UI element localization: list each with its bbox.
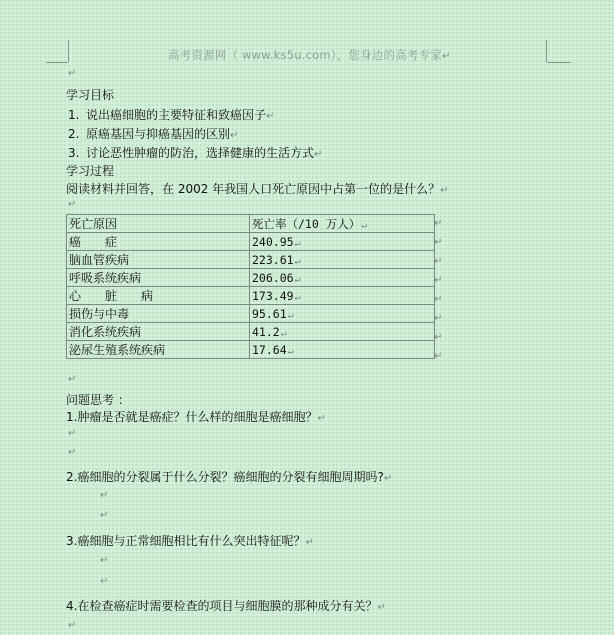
paragraph-mark-icon: ↵	[383, 473, 393, 484]
row-end-mark-icon: ↵	[434, 351, 443, 362]
table-row	[67, 287, 435, 305]
table-cell	[250, 305, 435, 323]
cell-mark-icon: ↵	[361, 219, 368, 231]
rate-value: 17.64	[252, 342, 287, 357]
rate-value: 41.2	[252, 324, 280, 339]
objectives-title: 学习目标	[66, 88, 115, 102]
paragraph-mark-icon: ↵	[68, 447, 77, 458]
question-text: 3.癌细胞与正常细胞相比有什么突出特征呢？	[66, 534, 306, 548]
row-end-mark-icon: ↵	[434, 218, 443, 229]
table-cell	[250, 287, 435, 305]
paragraph-mark-icon: ↵	[100, 576, 109, 587]
paragraph-mark-icon: ↵	[266, 111, 275, 122]
table-cell	[250, 323, 435, 341]
cause-text: 脑血管疾病	[69, 253, 130, 267]
cell-mark-icon: ↵	[294, 273, 301, 285]
process-title: 学习过程	[66, 164, 115, 178]
objective-number: 3.	[68, 146, 80, 160]
paragraph-mark-icon: ↵	[377, 602, 386, 613]
table-cell	[67, 323, 250, 341]
question-item	[66, 468, 392, 485]
cell-mark-icon: ↵	[287, 309, 294, 321]
table-cell	[67, 251, 250, 269]
rate-value: 206.06	[252, 270, 294, 285]
table-row	[67, 341, 435, 359]
question-item	[66, 597, 386, 614]
paragraph-mark-icon: ↵	[68, 199, 77, 210]
objective-item	[68, 106, 274, 123]
paragraph-mark-icon: ↵	[317, 413, 326, 424]
header-cause: 死亡原因	[69, 217, 118, 231]
table-row	[67, 233, 435, 251]
cell-mark-icon: ↵	[294, 255, 301, 267]
objective-number: 2.	[68, 127, 80, 141]
paragraph-mark-icon: ↵	[442, 51, 451, 62]
objective-text: 说出癌细胞的主要特征和致癌因子	[86, 108, 267, 122]
table-row	[67, 305, 435, 323]
question-text: 1.肿瘤是否就是癌症？什么样的细胞是癌细胞？	[66, 410, 318, 424]
cause-text: 心 脏 病	[69, 289, 154, 303]
objective-text: 讨论恶性肿瘤的防治，选择健康的生活方式	[86, 146, 315, 160]
process-question	[66, 180, 449, 197]
page-header	[168, 47, 451, 63]
paragraph-mark-icon: ↵	[305, 537, 314, 548]
row-end-mark-icon: ↵	[434, 256, 443, 267]
mortality-table	[66, 214, 435, 359]
paragraph-mark-icon: ↵	[68, 68, 77, 79]
cell-mark-icon: ↵	[294, 237, 301, 249]
table-header-cell	[250, 215, 435, 233]
process-question-text: 阅读材料并回答，在 2002 年我国人口死亡原因中占第一位的是什么？	[66, 182, 441, 196]
question-text: 4.在检查癌症时需要检查的项目与细胞膜的那种成分有关？	[66, 599, 378, 613]
objective-text: 原癌基因与抑癌基因的区别	[86, 127, 231, 141]
thinking-title: 问题思考 ：	[66, 393, 130, 407]
table-row	[67, 251, 435, 269]
paragraph-mark-icon: ↵	[314, 149, 323, 160]
paragraph-mark-icon: ↵	[100, 555, 109, 566]
table-cell	[67, 269, 250, 287]
header-text: 高考资源网（ www.ks5u.com），您身边的高考专家	[168, 48, 442, 62]
cell-mark-icon: ↵	[280, 327, 287, 339]
objective-item	[68, 125, 238, 142]
table-cell	[67, 305, 250, 323]
crop-mark-top-left-h	[46, 62, 68, 63]
paragraph-mark-icon: ↵	[68, 428, 77, 439]
table-row	[67, 323, 435, 341]
cause-text: 泌尿生殖系统疾病	[69, 343, 166, 357]
objective-item	[68, 144, 322, 161]
row-end-mark-icon: ↵	[434, 332, 443, 343]
header-rate: 死亡率（/10 万人）	[252, 216, 361, 231]
cause-text: 呼吸系统疾病	[69, 271, 142, 285]
paragraph-mark-icon: ↵	[68, 620, 77, 631]
table-header-row	[67, 215, 435, 233]
crop-mark-top-right-v	[546, 40, 547, 62]
paragraph-mark-icon: ↵	[68, 374, 77, 385]
cause-text: 损伤与中毒	[69, 307, 130, 321]
paragraph-mark-icon: ↵	[100, 490, 109, 501]
table-cell	[250, 269, 435, 287]
rate-value: 95.61	[252, 306, 287, 321]
rate-value: 173.49	[252, 288, 294, 303]
cell-mark-icon: ↵	[287, 345, 294, 357]
table-cell	[67, 287, 250, 305]
paragraph-mark-icon: ↵	[440, 185, 449, 196]
paragraph-mark-icon: ↵	[230, 130, 239, 141]
cause-text: 癌 症	[69, 235, 118, 249]
question-text: 2.癌细胞的分裂属于什么分裂？癌细胞的分裂有细胞周期吗?	[66, 470, 384, 484]
table-header-cell	[67, 215, 250, 233]
table-cell	[250, 341, 435, 359]
cell-mark-icon: ↵	[294, 291, 301, 303]
table-cell	[250, 251, 435, 269]
crop-mark-top-left-v	[68, 40, 69, 62]
crop-mark-top-right-h	[547, 62, 571, 63]
table-cell	[67, 341, 250, 359]
table-cell	[67, 233, 250, 251]
question-item	[66, 408, 326, 425]
paragraph-mark-icon: ↵	[100, 510, 109, 521]
table-row	[67, 269, 435, 287]
row-end-mark-icon: ↵	[434, 237, 443, 248]
rate-value: 223.61	[252, 252, 294, 267]
rate-value: 240.95	[252, 234, 294, 249]
table-cell	[250, 233, 435, 251]
question-item	[66, 532, 314, 549]
row-end-mark-icon: ↵	[434, 294, 443, 305]
row-end-mark-icon: ↵	[434, 313, 443, 324]
cause-text: 消化系统疾病	[69, 325, 142, 339]
objective-number: 1.	[68, 108, 80, 122]
row-end-mark-icon: ↵	[434, 275, 443, 286]
